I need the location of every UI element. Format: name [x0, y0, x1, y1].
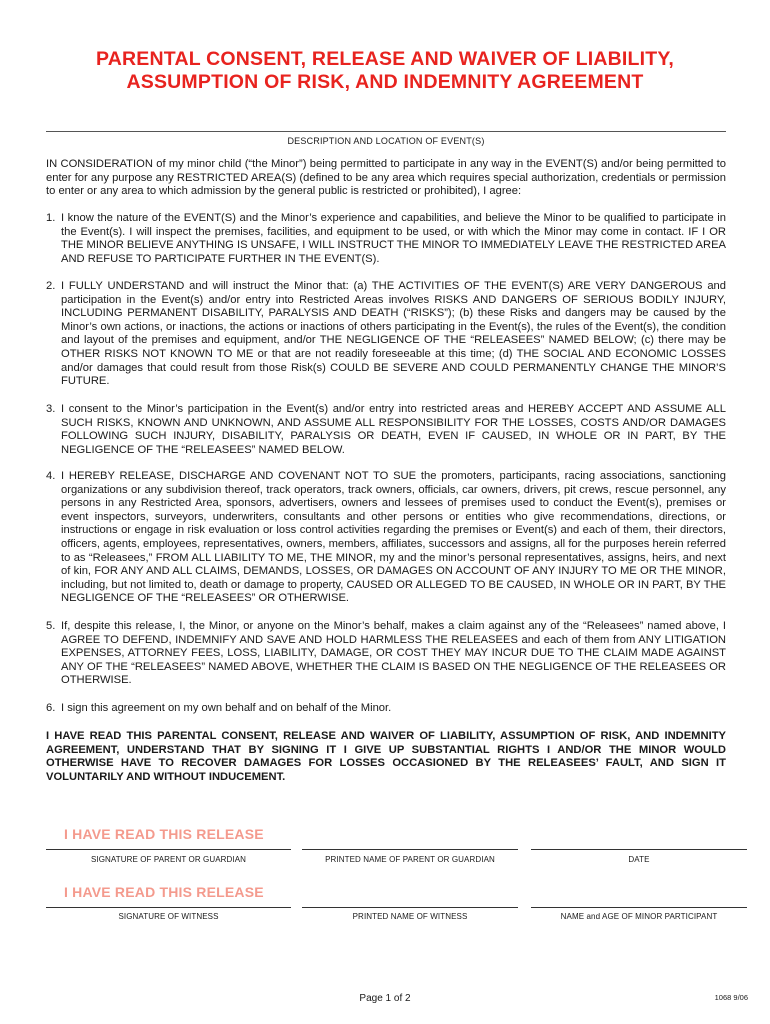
event-description-label: DESCRIPTION AND LOCATION OF EVENT(S)	[287, 136, 485, 146]
clause-2	[46, 280, 726, 389]
minor-name-age-line[interactable]	[531, 907, 747, 908]
form-code: 1068 9/06	[714, 993, 748, 1002]
clause-number: 2.	[46, 280, 56, 292]
clause-number: 5.	[46, 620, 56, 632]
clause-text: I consent to the Minor’s participation in the Event(s) and/or entry into restricted areas and HEREBY ACCEPT AND ASSUME ALL SUCH RISKS, KNOWN AND UNKNOWN, AND ASSUME ALL RESPONSIBILITY FOR THE LOSSES, COSTS AND/OR DAMAGES FOLLOWING SUCH INJURY, DISABILITY, PARALYSIS OR DEATH, EVEN IF CAUSED, IN WHOLE OR IN PART, BY THE NEGLIGENCE OF THE “RELEASEES” NAMED BELOW.	[61, 403, 726, 456]
clause-text: I sign this agreement on my own behalf and on behalf of the Minor.	[61, 702, 392, 714]
document-title	[0, 48, 770, 94]
parent-printed-name-label: PRINTED NAME OF PARENT OR GUARDIAN	[325, 855, 495, 864]
witness-signature-label: SIGNATURE OF WITNESS	[118, 912, 219, 921]
clause-5	[46, 620, 726, 688]
title-line-1: PARENTAL CONSENT, RELEASE AND WAIVER OF LIABILITY,	[95, 48, 675, 70]
witness-printed-name-label: PRINTED NAME OF WITNESS	[352, 912, 468, 921]
parent-signature-line[interactable]	[46, 849, 291, 850]
read-release-stamp: I HAVE READ THIS RELEASE	[64, 884, 264, 900]
parent-signature-label: SIGNATURE OF PARENT OR GUARDIAN	[90, 855, 247, 864]
clause-number: 4.	[46, 470, 56, 482]
read-release-stamp: I HAVE READ THIS RELEASE	[64, 826, 264, 842]
clause-text: If, despite this release, I, the Minor, or anyone on the Minor’s behalf, makes a claim against any of the “Releasees” named above, I AGREE TO DEFEND, INDEMNIFY AND SAVE AND HOLD HARMLESS THE RELEASEES and each of them from ANY LITIGATION EXPENSES, ATTORNEY FEES, LOSS, LIABILITY, DAMAGE, OR COST THEY MAY INCUR DUE TO THE CLAIM MADE AGAINST ANY OF THE “RELEASEES” NAMED ABOVE, WHETHER THE CLAIM IS BASED ON THE NEGLIGENCE OF THE RELEASEES OR OTHERWISE.	[61, 620, 726, 687]
event-description-line[interactable]	[46, 131, 726, 132]
clause-1	[46, 212, 726, 266]
clause-number: 3.	[46, 403, 56, 415]
consideration-paragraph: IN CONSIDERATION of my minor child (“the Minor”) being permitted to participate in any way in the EVENT(S) and/or being permitted to enter for any purpose any RESTRICTED AREA(S) (defined to be any area which requires special authorization, credentials or permission to enter or any area to which admission by the general public is restricted or prohibited), I agree:	[46, 158, 726, 198]
date-label: DATE	[628, 855, 650, 864]
clause-number: 6.	[46, 702, 56, 714]
acknowledgement-paragraph: I HAVE READ THIS PARENTAL CONSENT, RELEASE AND WAIVER OF LIABILITY, ASSUMPTION OF RISK, AND INDEMNITY AGREEMENT, UNDERSTAND THAT BY SIGNING IT I GIVE UP SUBSTANTIAL RIGHTS I AND/OR THE MINOR WOULD OTHERWISE HAVE TO RECOVER DAMAGES FOR LOSSES OCCASIONED BY THE RELEASEES’ FAULT, AND SIGN IT VOLUNTARILY AND WITHOUT INDUCEMENT.	[46, 730, 726, 783]
witness-signature-line[interactable]	[46, 907, 291, 908]
clause-4	[46, 470, 726, 606]
clause-text: I know the nature of the EVENT(S) and the Minor’s experience and capabilities, and believe the Minor to be qualified to participate in the Event(s). I will inspect the premises, facilities, and equipment to be used, or with which the Minor may come in contact. IF I OR THE MINOR BELIEVE ANYTHING IS UNSAFE, I WILL INSTRUCT THE MINOR TO IMMEDIATELY LEAVE THE RESTRICTED AREA AND REFUSE TO PARTICIPATE FURTHER IN THE EVENT(S).	[61, 212, 726, 265]
title-line-2: ASSUMPTION OF RISK, AND INDEMNITY AGREEMENT	[126, 71, 644, 93]
witness-printed-name-line[interactable]	[302, 907, 518, 908]
clause-3	[46, 403, 726, 457]
clause-text: I HEREBY RELEASE, DISCHARGE AND COVENANT NOT TO SUE the promoters, participants, racing associations, sanctioning organizations or any subdivision thereof, track operators, track owners, officials, car owners, drivers, pit crews, rescue personnel, any persons in any Restricted Area, sponsors, advertisers, owners and lessees of premises used to conduct the Event(s), premises or event inspectors, surveyors, underwriters, consultants and other persons or entities who give recommendations, directions, or instructions or engage in risk evaluation or loss control activities regarding the premises or Event(s) and each of them, their directors, officers, agents, employees, representatives, owners, members, affiliates, successors and assigns, all for the purposes herein referred to as “Releasees,” FROM ALL LIABILITY TO ME, THE MINOR, my and the minor’s personal representatives, assigns, heirs, and next of kin, FOR ANY AND ALL CLAIMS, DEMANDS, LOSSES, OR DAMAGES ON ACCOUNT OF ANY INJURY TO ME OR THE MINOR, including, but not limited to, death or damage to property, CAUSED OR ALLEGED TO BE CAUSED, IN WHOLE OR IN PART, BY THE NEGLIGENCE OF THE “RELEASEES” OR OTHERWISE.	[61, 470, 726, 605]
clause-text: I FULLY UNDERSTAND and will instruct the Minor that: (a) THE ACTIVITIES OF THE EVENT(S) ARE VERY DANGEROUS and participation in the Event(s) and/or entry into Restricted Areas involves RISKS AND DANGERS OF SERIOUS BODILY INJURY, INCLUDING PERMANENT DISABILITY, PARALYSIS AND DEATH (“RISKS”); (b) these Risks and dangers may be caused by the Minor’s own actions, or inactions, the actions or inactions of others participating in the Event(s), the rules of the Event(s), the condition and layout of the premises and equipment, and/or THE NEGLIGENCE OF THE “RELEASEES” NAMED BELOW; (c) there may be OTHER RISKS NOT KNOWN TO ME or that are not readily foreseeable at this time; (d) THE SOCIAL AND ECONOMIC LOSSES and/or damages that could result from those Risk(s) COULD BE SEVERE AND COULD PERMANENTLY CHANGE THE MINOR’S FUTURE.	[61, 280, 726, 388]
clause-6	[46, 702, 726, 716]
clause-number: 1.	[46, 212, 56, 224]
page-number: Page 1 of 2	[359, 993, 411, 1004]
date-line[interactable]	[531, 849, 747, 850]
minor-name-age-label: NAME and AGE OF MINOR PARTICIPANT	[560, 912, 718, 921]
parent-printed-name-line[interactable]	[302, 849, 518, 850]
